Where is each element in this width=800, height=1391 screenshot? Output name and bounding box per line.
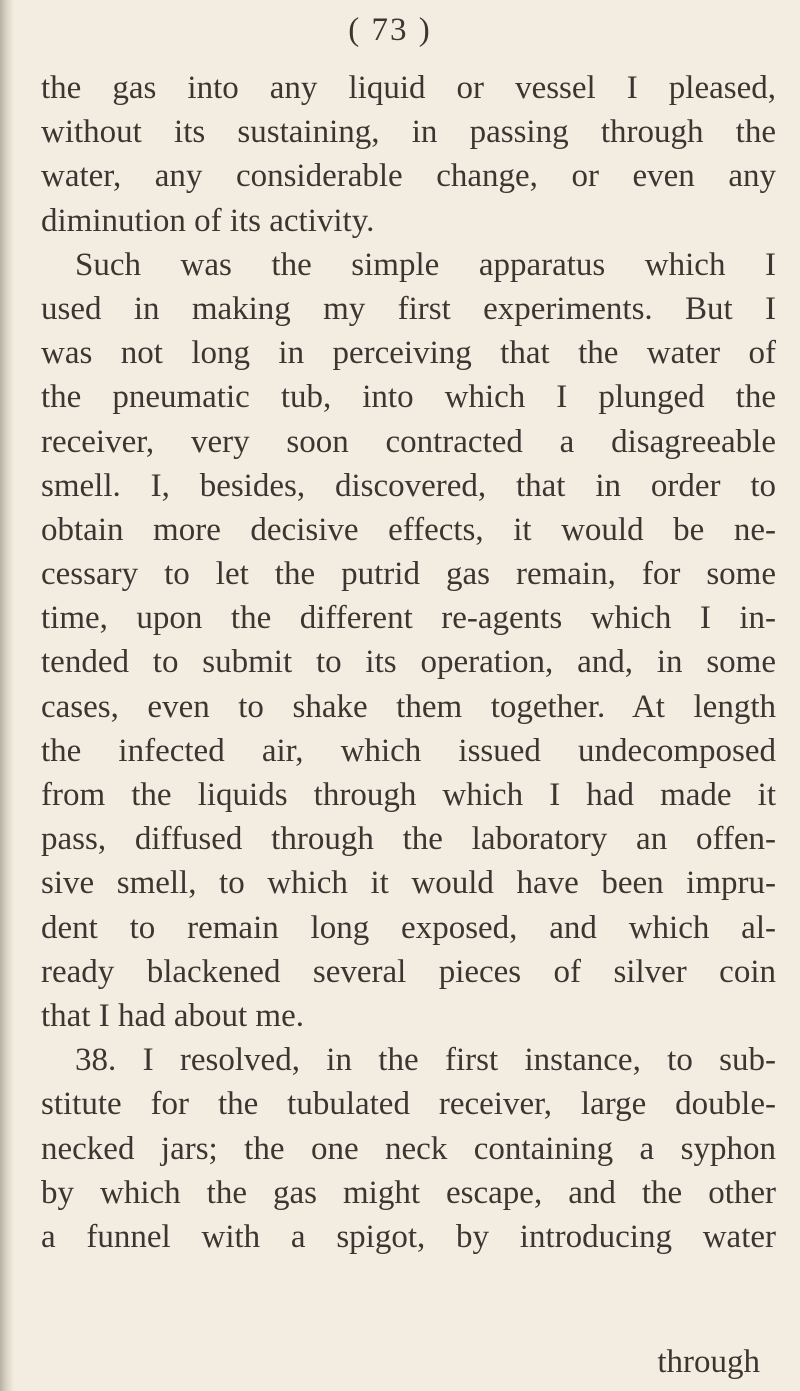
text-line: was not long in perceiving that the water of xyxy=(41,335,776,372)
text-line: receiver, very soon contracted a disagreeable xyxy=(41,423,776,460)
text-line: pass, diffused through the laboratory an offen- xyxy=(41,821,776,858)
text-line: the gas into any liquid or vessel I pleased, xyxy=(41,70,776,106)
text-line: tended to submit to its operation, and, in some xyxy=(41,644,776,681)
page-gutter-shadow xyxy=(0,0,14,1391)
text-line: cases, even to shake them together. At length xyxy=(41,688,776,725)
text-line: from the liquids through which I had made it xyxy=(41,777,776,813)
text-line: without its sustaining, in passing through the xyxy=(41,114,776,151)
text-line: used in making my first experiments. But I xyxy=(41,290,776,327)
text-line: cessary to let the putrid gas remain, for some xyxy=(41,556,776,593)
paragraph-start-line: Such was the simple apparatus which I xyxy=(75,246,776,283)
text-line: time, upon the different re-agents which I in- xyxy=(41,600,776,637)
text-line: that I had about me. xyxy=(41,997,305,1034)
text-line: stitute for the tubulated receiver, large double- xyxy=(41,1086,776,1123)
page-number: ( 73 ) xyxy=(348,12,432,48)
text-line: a funnel with a spigot, by introducing water xyxy=(41,1218,776,1255)
text-line: diminution of its activity. xyxy=(41,202,375,239)
text-line: obtain more decisive effects, it would be ne- xyxy=(41,511,776,548)
catchword: through xyxy=(657,1344,760,1380)
section-38-start-line: 38. I resolved, in the first instance, to sub- xyxy=(75,1042,776,1079)
body-text xyxy=(41,66,776,1259)
text-line: smell. I, besides, discovered, that in order to xyxy=(41,467,776,504)
text-line: the pneumatic tub, into which I plunged the xyxy=(41,379,776,416)
text-line: dent to remain long exposed, and which al- xyxy=(41,909,776,946)
text-line: the infected air, which issued undecomposed xyxy=(41,732,776,769)
text-line: ready blackened several pieces of silver coin xyxy=(41,953,776,990)
text-line: water, any considerable change, or even any xyxy=(41,158,776,195)
text-line: by which the gas might escape, and the other xyxy=(41,1174,776,1211)
text-line: sive smell, to which it would have been impru- xyxy=(41,865,776,902)
text-line: necked jars; the one neck containing a syphon xyxy=(41,1130,776,1167)
